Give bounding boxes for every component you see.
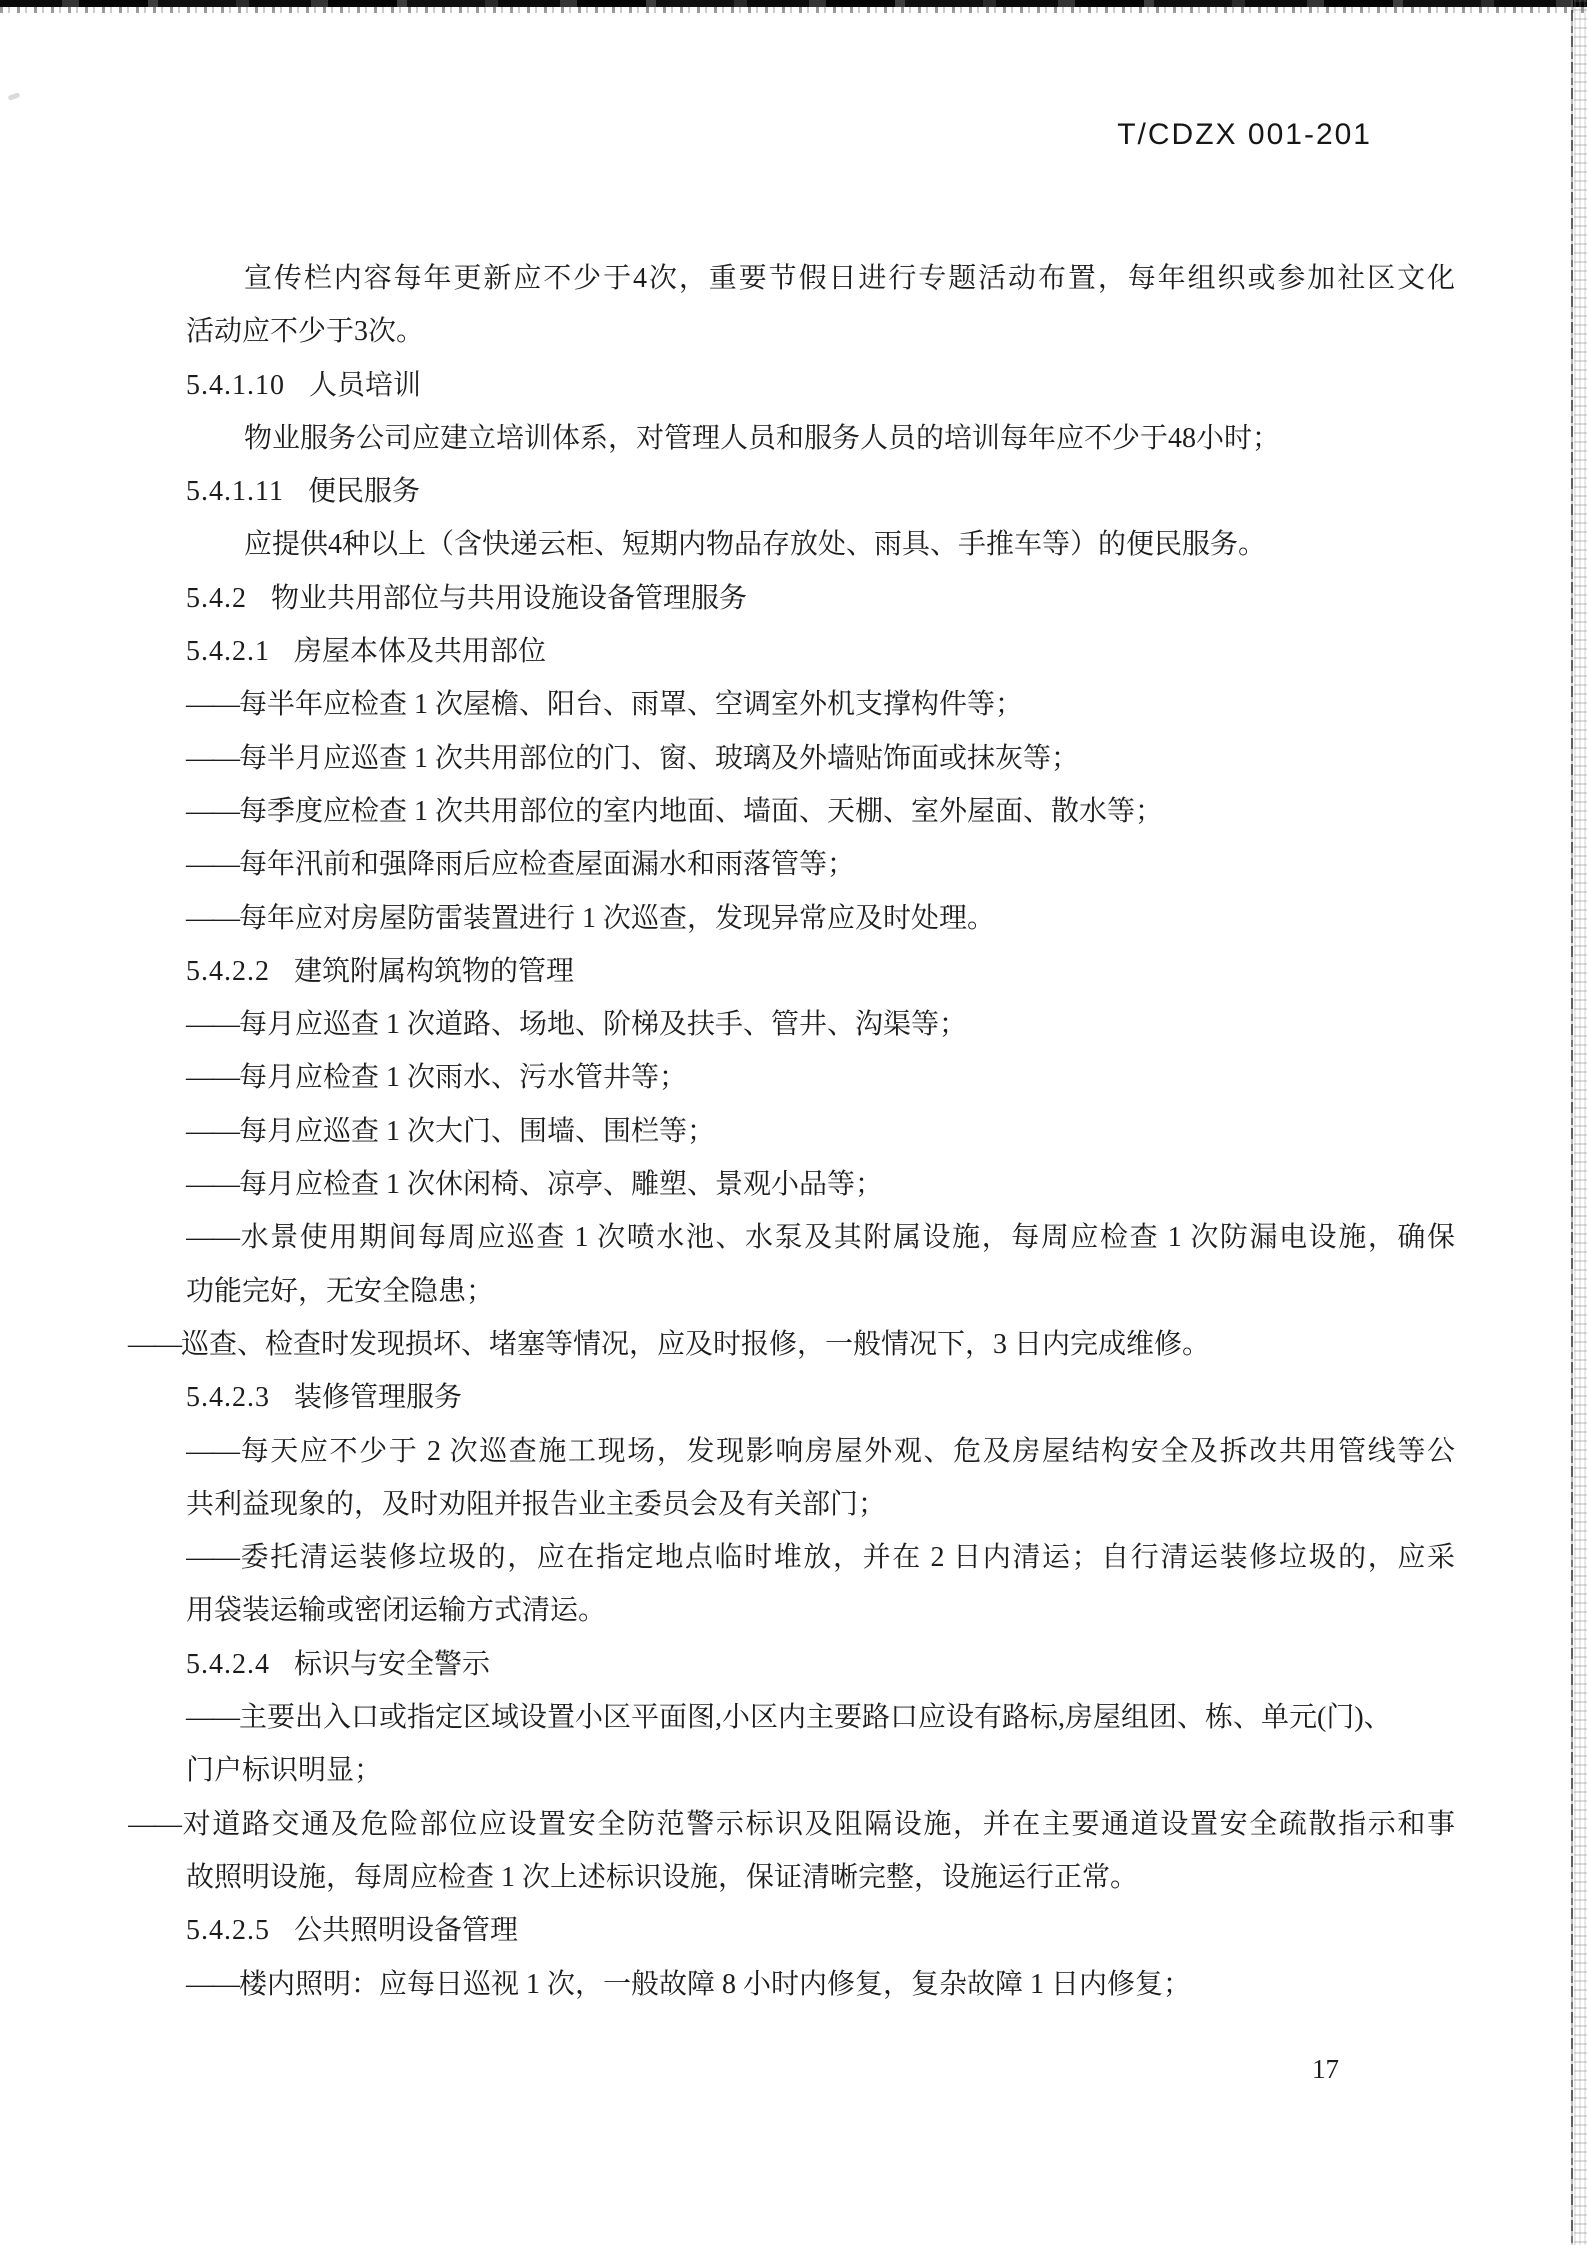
section-number: 5.4.2.2 (186, 955, 270, 987)
body-text-line (186, 305, 1455, 358)
line-text: 用袋装运输或密闭运输方式清运。 (186, 1595, 607, 1627)
em-dash-bullet: —— (186, 1009, 238, 1041)
line-text: 共利益现象的，及时劝阻并报告业主委员会及有关部门； (186, 1488, 887, 1520)
section-title: 公共照明设备管理 (294, 1915, 519, 1947)
body-text-line (186, 252, 1455, 305)
line-text: 应提供4种以上（含快递云柜、短期内物品存放处、雨具、手推车等）的便民服务。 (244, 529, 1267, 561)
section-heading (186, 945, 1455, 998)
em-dash-bullet: —— (186, 795, 238, 827)
list-item-line (186, 892, 1455, 945)
line-text: 每半月应巡查 1 次共用部位的门、窗、玻璃及外墙贴饰面或抹灰等； (239, 742, 1080, 774)
list-item-line (186, 1051, 1455, 1104)
em-dash-bullet: —— (186, 1222, 238, 1254)
line-text: 水景使用期间每周应巡查 1 次喷水池、水泵及其附属设施，每周应检查 1 次防漏电设施，确保 (239, 1222, 1455, 1254)
line-text: 每年汛前和强降雨后应检查屋面漏水和雨落管等； (239, 849, 856, 881)
line-text: 对道路交通及危险部位应设置安全防范警示标识及阻隔设施，并在主要通道设置安全疏散指示和事 (181, 1808, 1455, 1840)
section-heading (186, 625, 1455, 678)
list-item-line (186, 1691, 1455, 1744)
standard-code-header: T/CDZX 001-201 (1117, 118, 1372, 151)
em-dash-bullet: —— (186, 902, 238, 934)
em-dash-bullet: —— (186, 689, 238, 721)
section-heading (186, 1904, 1455, 1957)
body-text-line (186, 1851, 1455, 1904)
line-text: 门户标识明显； (186, 1755, 383, 1787)
line-text: 每月应巡查 1 次大门、围墙、围栏等； (239, 1115, 716, 1147)
list-item-line (128, 1318, 1455, 1371)
em-dash-bullet: —— (128, 1328, 180, 1360)
list-item-line (186, 1158, 1455, 1211)
line-text: 每月应检查 1 次雨水、污水管井等； (239, 1062, 688, 1094)
body-text-line (186, 1265, 1455, 1318)
line-text: 活动应不少于3次。 (186, 316, 425, 348)
section-number: 5.4.2.5 (186, 1915, 270, 1947)
section-heading (186, 1638, 1455, 1691)
body-text-line (186, 1744, 1455, 1797)
list-item-line (186, 732, 1455, 785)
em-dash-bullet: —— (186, 849, 238, 881)
line-text: 每天应不少于 2 次巡查施工现场，发现影响房屋外观、危及房屋结构安全及拆改共用管线等公 (239, 1435, 1455, 1467)
section-number: 5.4.2 (186, 582, 247, 614)
line-text: 每半年应检查 1 次屋檐、阳台、雨罩、空调室外机支撑构件等； (239, 689, 1024, 721)
body-text-line (186, 412, 1455, 465)
scan-artifact-top-edge (0, 0, 1587, 7)
em-dash-bullet: —— (186, 1968, 238, 2000)
em-dash-bullet: —— (186, 1542, 238, 1574)
list-item-line (186, 678, 1455, 731)
list-item-line (186, 838, 1455, 891)
list-item-line (186, 1105, 1455, 1158)
section-heading (186, 1371, 1455, 1424)
section-title: 便民服务 (307, 476, 420, 508)
em-dash-bullet: —— (128, 1808, 180, 1840)
scan-artifact-right-noise (1574, 0, 1587, 2245)
em-dash-bullet: —— (186, 1702, 238, 1734)
em-dash-bullet: —— (186, 1115, 238, 1147)
em-dash-bullet: —— (186, 1435, 238, 1467)
line-text: 每年应对房屋防雷装置进行 1 次巡查，发现异常应及时处理。 (239, 902, 996, 934)
line-text: 委托清运装修垃圾的，应在指定地点临时堆放，并在 2 日内清运；自行清运装修垃圾的，应采 (239, 1542, 1455, 1574)
section-title: 标识与安全警示 (294, 1648, 491, 1680)
line-text: 宣传栏内容每年更新应不少于4次，重要节假日进行专题活动布置，每年组织或参加社区文化 (244, 263, 1455, 294)
page-number: 17 (1312, 2054, 1339, 2084)
line-text: 故照明设施，每周应检查 1 次上述标识设施，保证清晰完整，设施运行正常。 (186, 1861, 1139, 1893)
body-text-line (186, 1478, 1455, 1531)
section-title: 建筑附属构筑物的管理 (294, 955, 575, 987)
section-number: 5.4.1.10 (186, 369, 285, 401)
list-item-line (186, 1425, 1455, 1478)
em-dash-bullet: —— (186, 1169, 238, 1201)
section-title: 物业共用部位与共用设施设备管理服务 (271, 582, 748, 614)
list-item-line (186, 785, 1455, 838)
section-number: 5.4.1.11 (186, 476, 284, 508)
line-text: 物业服务公司应建立培训体系，对管理人员和服务人员的培训每年应不少于48小时； (244, 422, 1281, 454)
section-heading (186, 465, 1455, 518)
section-heading (186, 572, 1455, 625)
line-text: 每季度应检查 1 次共用部位的室内地面、墙面、天棚、室外屋面、散水等； (239, 795, 1164, 827)
scan-artifact-right-edge (1571, 0, 1573, 2245)
line-text: 每月应巡查 1 次道路、场地、阶梯及扶手、管井、沟渠等； (239, 1009, 968, 1041)
list-item-line (186, 1211, 1455, 1264)
document-body (128, 252, 1455, 2011)
line-text: 楼内照明：应每日巡视 1 次，一般故障 8 小时内修复，复杂故障 1 日内修复； (239, 1968, 1192, 2000)
scan-smudge (8, 92, 21, 100)
em-dash-bullet: —— (186, 1062, 238, 1094)
body-text-line (186, 518, 1455, 571)
section-number: 5.4.2.4 (186, 1648, 270, 1680)
section-number: 5.4.2.1 (186, 636, 270, 668)
list-item-line (186, 998, 1455, 1051)
line-text: 功能完好，无安全隐患； (186, 1275, 495, 1307)
section-number: 5.4.2.3 (186, 1382, 270, 1414)
body-text-line (186, 1584, 1455, 1637)
list-item-line (186, 1531, 1455, 1584)
line-text: 主要出入口或指定区域设置小区平面图,小区内主要路口应设有路标,房屋组团、栋、单元(门)、 (239, 1702, 1392, 1734)
list-item-line (128, 1798, 1455, 1851)
em-dash-bullet: —— (186, 742, 238, 774)
section-title: 房屋本体及共用部位 (294, 636, 547, 668)
scan-artifact-top-fringe (0, 7, 1587, 13)
section-title: 人员培训 (309, 369, 422, 401)
line-text: 巡查、检查时发现损坏、堵塞等情况，应及时报修，一般情况下，3 日内完成维修。 (181, 1328, 1211, 1360)
list-item-line (186, 1958, 1455, 2011)
section-title: 装修管理服务 (294, 1382, 463, 1414)
section-heading (186, 359, 1455, 412)
line-text: 每月应检查 1 次休闲椅、凉亭、雕塑、景观小品等； (239, 1169, 884, 1201)
